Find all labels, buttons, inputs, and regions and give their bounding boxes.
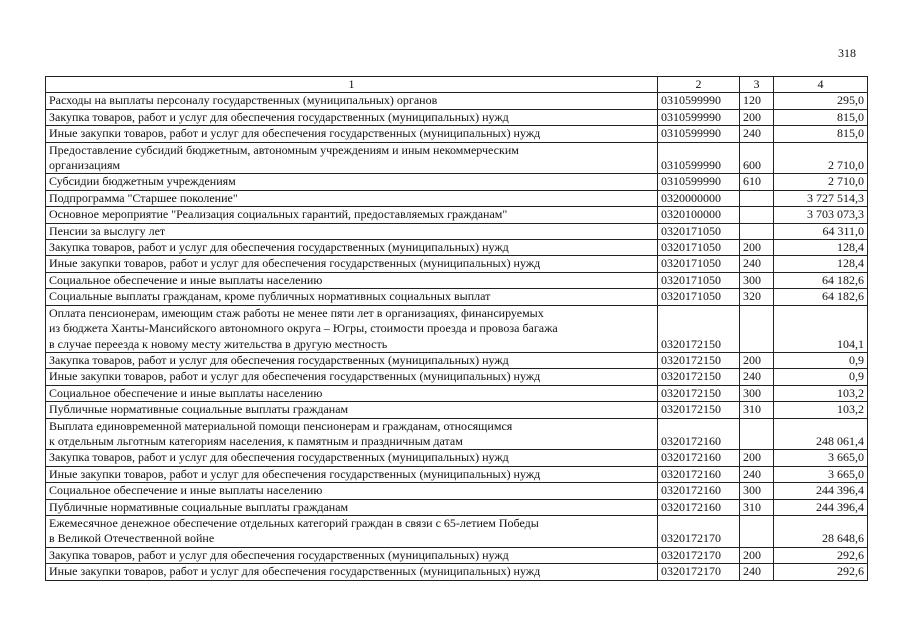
row-vr-code-cell (740, 418, 774, 450)
row-sum-cell: 0,9 (774, 369, 868, 385)
row-sum-cell: 0,9 (774, 352, 868, 368)
row-csr-code-cell: 0320171050 (658, 256, 740, 272)
row-vr-code-cell: 300 (740, 385, 774, 401)
row-name-cell: Социальное обеспечение и иные выплаты населению (46, 272, 658, 288)
row-sum-cell: 3 665,0 (774, 450, 868, 466)
row-vr-code-cell: 120 (740, 93, 774, 109)
row-vr-code-cell: 200 (740, 109, 774, 125)
row-sum-cell: 815,0 (774, 109, 868, 125)
row-vr-code-cell: 240 (740, 256, 774, 272)
row-name-cell: Закупка товаров, работ и услуг для обеспечения государственных (муниципальных) нужд (46, 240, 658, 256)
header-cell-name: 1 (46, 77, 658, 93)
row-name-cell: Публичные нормативные социальные выплаты гражданам (46, 402, 658, 418)
row-sum-cell: 2 710,0 (774, 174, 868, 190)
row-vr-code-cell (740, 190, 774, 206)
row-sum-cell: 64 182,6 (774, 272, 868, 288)
row-csr-code-cell: 0320100000 (658, 207, 740, 223)
row-name-cell: Закупка товаров, работ и услуг для обеспечения государственных (муниципальных) нужд (46, 109, 658, 125)
header-cell-csr: 2 (658, 77, 740, 93)
table-row (46, 564, 868, 580)
table-row (46, 207, 868, 223)
row-name-cell: Оплата пенсионерам, имеющим стаж работы не менее пяти лет в организациях, финансируемых из бюджета Ханты-Мансийского автономного округа – Югры, стоимости проезда и провоза багажа в случае переезда к новому месту жительства в другую местность (46, 305, 658, 352)
table-header-row (46, 77, 868, 93)
row-csr-code-cell: 0320172170 (658, 515, 740, 547)
row-name-cell: Закупка товаров, работ и услуг для обеспечения государственных (муниципальных) нужд (46, 352, 658, 368)
row-sum-cell: 292,6 (774, 547, 868, 563)
table-row (46, 402, 868, 418)
row-vr-code-cell: 240 (740, 126, 774, 142)
table-row (46, 223, 868, 239)
row-sum-cell: 103,2 (774, 385, 868, 401)
row-vr-code-cell: 240 (740, 466, 774, 482)
row-vr-code-cell (740, 515, 774, 547)
row-vr-code-cell (740, 305, 774, 352)
row-vr-code-cell: 300 (740, 483, 774, 499)
row-name-cell: Расходы на выплаты персоналу государственных (муниципальных) органов (46, 93, 658, 109)
row-csr-code-cell: 0320171050 (658, 240, 740, 256)
row-vr-code-cell (740, 207, 774, 223)
row-vr-code-cell (740, 223, 774, 239)
row-name-cell: Основное мероприятие "Реализация социальных гарантий, предоставляемых гражданам" (46, 207, 658, 223)
row-csr-code-cell: 0320172150 (658, 385, 740, 401)
row-csr-code-cell: 0310599990 (658, 93, 740, 109)
row-vr-code-cell: 240 (740, 564, 774, 580)
table-row (46, 499, 868, 515)
table-row (46, 256, 868, 272)
row-csr-code-cell: 0320172170 (658, 564, 740, 580)
row-csr-code-cell: 0320172160 (658, 450, 740, 466)
row-name-cell: Ежемесячное денежное обеспечение отдельных категорий граждан в связи с 65-летием Победы в Великой Отечественной войне (46, 515, 658, 547)
row-name-cell: Социальное обеспечение и иные выплаты населению (46, 483, 658, 499)
row-vr-code-cell: 610 (740, 174, 774, 190)
page-number: 318 (838, 46, 856, 60)
row-csr-code-cell: 0320172150 (658, 369, 740, 385)
row-sum-cell: 244 396,4 (774, 499, 868, 515)
row-name-cell: Закупка товаров, работ и услуг для обеспечения государственных (муниципальных) нужд (46, 450, 658, 466)
row-name-cell: Иные закупки товаров, работ и услуг для обеспечения государственных (муниципальных) нужд (46, 466, 658, 482)
row-csr-code-cell: 0320172150 (658, 352, 740, 368)
row-csr-code-cell: 0320171050 (658, 289, 740, 305)
row-name-cell: Иные закупки товаров, работ и услуг для обеспечения государственных (муниципальных) нужд (46, 369, 658, 385)
table-row (46, 369, 868, 385)
row-sum-cell: 128,4 (774, 240, 868, 256)
table-row (46, 109, 868, 125)
table-row (46, 305, 868, 352)
table-row (46, 418, 868, 450)
table-row (46, 483, 868, 499)
table-row (46, 385, 868, 401)
row-csr-code-cell: 0320172150 (658, 305, 740, 352)
row-name-cell: Иные закупки товаров, работ и услуг для обеспечения государственных (муниципальных) нужд (46, 256, 658, 272)
row-name-cell: Субсидии бюджетным учреждениям (46, 174, 658, 190)
row-sum-cell: 103,2 (774, 402, 868, 418)
table-row (46, 352, 868, 368)
row-sum-cell: 3 703 073,3 (774, 207, 868, 223)
table-row (46, 515, 868, 547)
row-csr-code-cell: 0310599990 (658, 109, 740, 125)
row-name-cell: Закупка товаров, работ и услуг для обеспечения государственных (муниципальных) нужд (46, 547, 658, 563)
row-sum-cell: 64 311,0 (774, 223, 868, 239)
row-sum-cell: 3 665,0 (774, 466, 868, 482)
row-csr-code-cell: 0320000000 (658, 190, 740, 206)
row-name-cell: Выплата единовременной материальной помощи пенсионерам и гражданам, относящимся к отдельным льготным категориям населения, к памятным и праздничным датам (46, 418, 658, 450)
table-row (46, 289, 868, 305)
row-csr-code-cell: 0320172160 (658, 418, 740, 450)
row-name-cell: Иные закупки товаров, работ и услуг для обеспечения государственных (муниципальных) нужд (46, 564, 658, 580)
row-vr-code-cell: 200 (740, 352, 774, 368)
row-sum-cell: 3 727 514,3 (774, 190, 868, 206)
row-csr-code-cell: 0320172160 (658, 483, 740, 499)
row-sum-cell: 292,6 (774, 564, 868, 580)
row-name-cell: Публичные нормативные социальные выплаты гражданам (46, 499, 658, 515)
row-csr-code-cell: 0320171050 (658, 272, 740, 288)
table-row (46, 93, 868, 109)
table-row (46, 126, 868, 142)
table-row (46, 240, 868, 256)
table-row (46, 272, 868, 288)
row-vr-code-cell: 310 (740, 499, 774, 515)
row-sum-cell: 64 182,6 (774, 289, 868, 305)
row-csr-code-cell: 0310599990 (658, 142, 740, 174)
table-row (46, 190, 868, 206)
row-sum-cell: 104,1 (774, 305, 868, 352)
row-vr-code-cell: 300 (740, 272, 774, 288)
header-cell-sum: 4 (774, 77, 868, 93)
row-name-cell: Предоставление субсидий бюджетным, автономным учреждениям и иным некоммерческим организациям (46, 142, 658, 174)
row-vr-code-cell: 320 (740, 289, 774, 305)
table-row (46, 142, 868, 174)
row-csr-code-cell: 0310599990 (658, 174, 740, 190)
row-vr-code-cell: 310 (740, 402, 774, 418)
row-csr-code-cell: 0320172150 (658, 402, 740, 418)
row-sum-cell: 815,0 (774, 126, 868, 142)
row-vr-code-cell: 200 (740, 547, 774, 563)
row-sum-cell: 28 648,6 (774, 515, 868, 547)
header-cell-vr: 3 (740, 77, 774, 93)
table-row (46, 450, 868, 466)
row-vr-code-cell: 200 (740, 450, 774, 466)
budget-table-body (46, 77, 868, 581)
row-csr-code-cell: 0320172160 (658, 466, 740, 482)
row-name-cell: Иные закупки товаров, работ и услуг для обеспечения государственных (муниципальных) нужд (46, 126, 658, 142)
row-name-cell: Пенсии за выслугу лет (46, 223, 658, 239)
row-vr-code-cell: 240 (740, 369, 774, 385)
row-name-cell: Подпрограмма "Старшее поколение" (46, 190, 658, 206)
row-sum-cell: 248 061,4 (774, 418, 868, 450)
row-csr-code-cell: 0320172160 (658, 499, 740, 515)
row-vr-code-cell: 600 (740, 142, 774, 174)
budget-table (45, 76, 868, 581)
table-row (46, 466, 868, 482)
row-name-cell: Социальные выплаты гражданам, кроме публичных нормативных социальных выплат (46, 289, 658, 305)
row-sum-cell: 295,0 (774, 93, 868, 109)
row-csr-code-cell: 0310599990 (658, 126, 740, 142)
row-csr-code-cell: 0320171050 (658, 223, 740, 239)
row-sum-cell: 2 710,0 (774, 142, 868, 174)
row-sum-cell: 244 396,4 (774, 483, 868, 499)
row-csr-code-cell: 0320172170 (658, 547, 740, 563)
row-sum-cell: 128,4 (774, 256, 868, 272)
row-vr-code-cell: 200 (740, 240, 774, 256)
table-row (46, 547, 868, 563)
row-name-cell: Социальное обеспечение и иные выплаты населению (46, 385, 658, 401)
table-row (46, 174, 868, 190)
